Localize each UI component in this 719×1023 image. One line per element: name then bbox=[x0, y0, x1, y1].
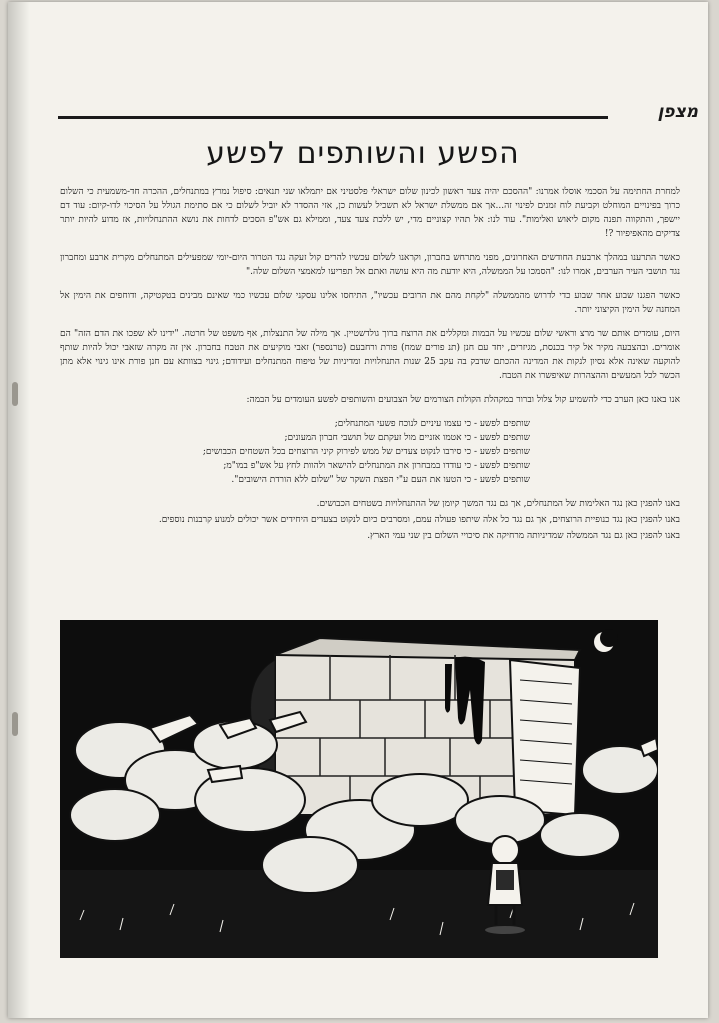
page-binding-shadow bbox=[8, 2, 30, 1018]
punch-hole bbox=[12, 712, 18, 736]
publication-name: מצפן bbox=[657, 102, 698, 122]
closing-line: באנו להפגין כאן נגד האלימות של המתנחלים, אך גם נגד המשך קיומן של ההתנחלויות בשטחים הכבושים. bbox=[316, 499, 680, 509]
list-item: שותפים לפשע - כי הטעו את העם ע"י הפצת השקר של "שלום ללא הורדת הישובים". bbox=[231, 475, 530, 485]
punch-hole bbox=[12, 382, 18, 406]
accusation-list bbox=[60, 417, 680, 487]
list-item: שותפים לפשע - כי עודדו במבחרון את המתנחלים להישאר ולהוות לחץ על אש"פ במו"מ; bbox=[223, 461, 530, 471]
list-item: שותפים לפשע - כי עצמו עיניים לנוכח פשעי המתנחלים; bbox=[334, 419, 530, 429]
list-item: שותפים לפשע - כי סירבו לנקוט צעדים של ממש לפירוק קיני הרוצחים בכל השטחים הכבושים; bbox=[202, 447, 530, 457]
cartoon-illustration bbox=[60, 620, 658, 958]
paragraph: כאשר הפגנו שבוע אחר שבוע כדי לדרוש מהממשלה "לקחת מהם את הרובים עכשיו", התיחסו אלינו עסקני שלום עכשיו כמי שאינם מבינים בטקטיקה, ודוחפים את הימין אל המחנה של הימין הקיצוני יותר. bbox=[60, 291, 680, 315]
paragraph: למחרת החתימה על הסכמי אוסלו אמרנו: "ההסכם יהיה צעד ראשון לכינון שלום ישראלי פלסטיני אם יתמלאו שני תנאים: סיפול נמרץ במתנחלים, ההכרה חד-משמעית כי השלום כרוך בפינויים המוחלט וקביעת לוח זמנים לפינוי זה...אך אם ממשלת ישראל לא תשכיל לעשות כן, אזי ההסדר לא יוביל לשלום כי אם סתימת הגולל על הסיכוי לדו-קיום: עוד דם יישפך, והתקווה תפנה מקום ליאוש ואלימות". עוד לנו: אל תהיו קצוניים מדי, יש ללכת צעד צעד, וממילא גם אש"פ הסכים לדחות את נושא ההתנחלויות, אז מדוע להיות יותר צדיקים מהאפיפיור ?! bbox=[60, 187, 680, 239]
closing-line: באנו להפגין כאן נגד כנופיית הרוצחים, אך גם נגד כל אלה שיתפו פעולה עמם, ומסרבים כיום לנקוט בצעדים היחידים אשר יכולים למנוע קרבנות נוספים. bbox=[158, 515, 680, 525]
paragraph: כאשר התרענו במהלך ארבעת החודשים האחרונים, מפני מתרחש בחברון, וקראנו לשלום עכשיו להרים קול זעקה נגד הטרור היום-יומי שמפעילים המתנחלים מקרית ארבע ומחברון נגד תושבי העיר הערבים, אמרו לנו: "הסמכו על הממשלה, היא יודעת מה היא עושה ואתם אל תפריעו למאמצי השלום שלה." bbox=[60, 253, 680, 277]
document-page bbox=[8, 2, 708, 1018]
list-item: שותפים לפשע - כי אטמו אזניים מול זעקתם של תושבי חברון המעונים; bbox=[284, 433, 530, 443]
masthead-rule bbox=[58, 116, 608, 119]
paragraph: אנו באנו כאן הערב כדי להשמיע קול צלול וברור במקהלת הקולות הצורמים של הצבועים והשותפים לפשע העומדים על הבמה: bbox=[246, 395, 680, 405]
page-title: הפשע והשותפים לפשע bbox=[206, 136, 520, 171]
political-cartoon bbox=[60, 620, 658, 958]
article-body bbox=[60, 185, 680, 553]
closing-line: באנו להפגין כאן גם נגד הממשלה שמדיניותה מרחיקה את סיכויי השלום בין שני עמי הארץ. bbox=[367, 531, 680, 541]
ground bbox=[60, 870, 658, 958]
masthead bbox=[58, 102, 698, 124]
paragraph: היום, עומדים אותם שר מרצ וראשי שלום עכשיו על הבמות ומקללים את הרוצח ברוך גולדשטיין. אך מילה של התנצלות, אף משפט של חרטה. "ידינו לא שפכו את הדם הזה" הם אומרים. ובהצבעה מקיר אל קיר בכנסת, מגיזרים, יחד עם חנן (תנ פורים שמח) פורת ורחבעם (טרנספר) זאבי מוקיעים את הטבח בחברון. אין זה מקרה שזאבי יכול להיות שותף להוקעה שאינה אלא נסיון לנקות את המדינה ההכתם שדבק בה עקב 25 שנות התנחלויות ומדיניות של טיפוח המתנחלים ועידודם; גינוי בצוותא עם חנן פורת אינו גינוי אלא מתן הכשר לכל המעשים וההצהרות שאיפשרו את הטבח. bbox=[60, 329, 680, 381]
